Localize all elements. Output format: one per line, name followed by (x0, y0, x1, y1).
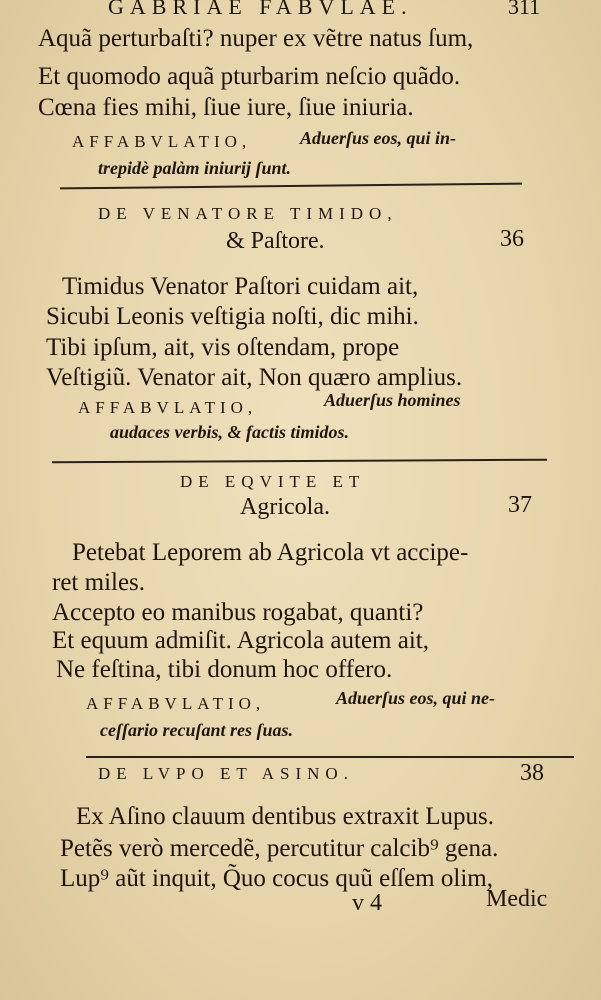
affabulatio-label: AFFABVLATIO, (78, 398, 258, 417)
verse-line: ret miles. (52, 569, 146, 596)
verse-line: Petebat Leporem ab Agricola vt accipe- (72, 539, 469, 566)
fable-number: 36 (500, 226, 524, 252)
verse-line: Ne feſtina, tibi donum hoc offero. (56, 656, 393, 683)
verse-line: Tibi ipſum, ait, vis oſtendam, prope (46, 334, 400, 361)
verse-line: Et equum admiſit. Agricola autem ait, (52, 627, 429, 654)
verse-line: Et quomodo aquã pturbarim neſcio quãdo. (38, 63, 461, 90)
fable-title: DE VENATORE TIMIDO, (98, 204, 398, 223)
verse-line: Veſtigiũ. Venator ait, Non quæro amplius. (46, 364, 463, 391)
page-number: 311 (508, 0, 541, 19)
verse-line: Lup⁹ aũt inquit, Q̃uo cocus quũ eſſem olim, (60, 865, 493, 892)
section-rule (60, 183, 522, 190)
verse-line: Timidus Venator Paſtori cuidam ait, (62, 273, 419, 300)
affabulatio-label: AFFABVLATIO, (86, 694, 266, 713)
section-rule (86, 756, 574, 758)
moral-text: audaces verbis, & factis timidos. (110, 422, 349, 442)
moral-text: ceſſario recuſant res ſuas. (100, 720, 293, 740)
signature-mark: v 4 (352, 890, 382, 916)
verse-line: Petẽs verò mercedẽ, percutitur calcib⁹ gena. (60, 835, 499, 862)
fable-title: DE LVPO ET ASINO. (98, 764, 354, 783)
verse-line: Ex Aſino clauum dentibus extraxit Lupus. (76, 803, 494, 830)
catchword: Medic (486, 886, 548, 912)
running-head: GABRIAE FABVLAE. (108, 0, 413, 19)
verse-line: Aquã perturbaſti? nuper ex vẽtre natus ſum, (38, 25, 474, 52)
moral-text: Aduerſus homines (324, 390, 461, 410)
section-rule (52, 459, 547, 464)
fable-number: 38 (520, 760, 544, 786)
affabulatio-label: AFFABVLATIO, (72, 132, 252, 151)
verse-line: Accepto eo manibus rogabat, quanti? (52, 599, 424, 626)
verse-line: Sicubi Leonis veſtigia noſti, dic mihi. (46, 303, 419, 330)
fable-subtitle: Agricola. (240, 494, 330, 520)
fable-number: 37 (508, 492, 532, 518)
fable-subtitle: & Paſtore. (226, 228, 325, 254)
fable-title: DE EQVITE ET (180, 472, 366, 491)
moral-text: trepidè palàm iniurij ſunt. (98, 158, 292, 178)
verse-line: Cœna fies mihi, ſiue iure, ſiue iniuria. (38, 94, 414, 121)
moral-text: Aduerſus eos, qui ne- (336, 688, 496, 708)
moral-text: Aduerſus eos, qui in- (300, 128, 457, 148)
